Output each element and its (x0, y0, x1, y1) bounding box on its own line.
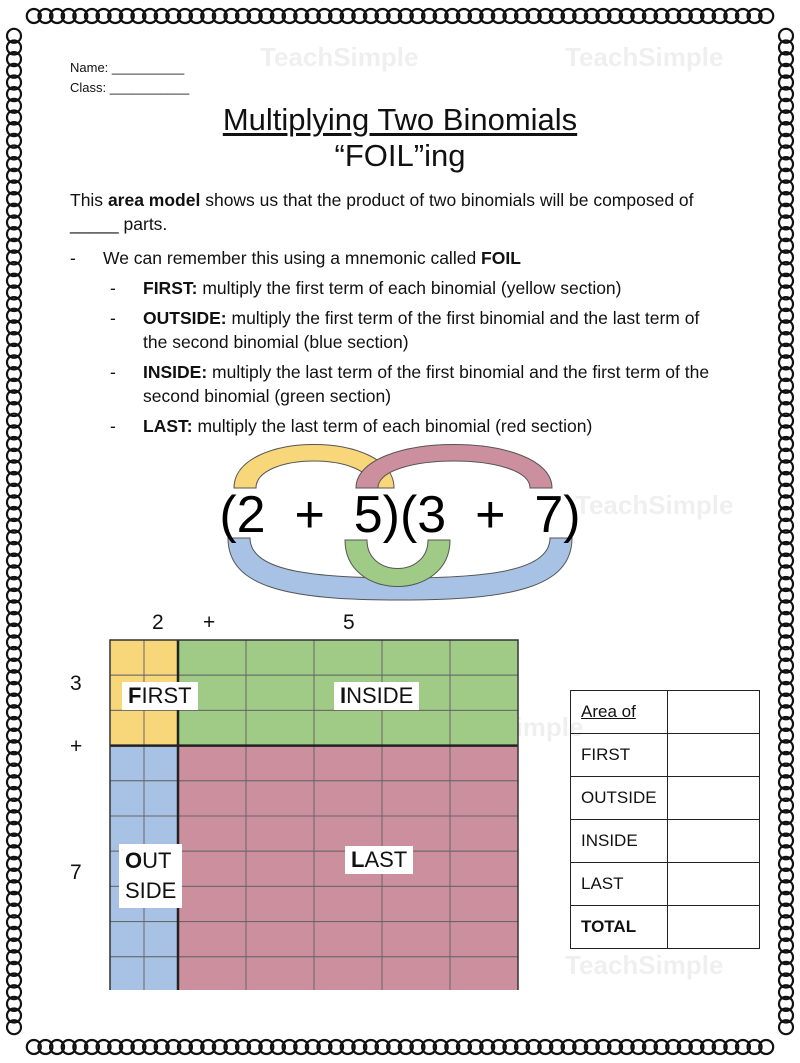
outside-label: OUT SIDE (119, 844, 182, 908)
last-cell (382, 957, 450, 990)
watermark: TeachSimple (260, 42, 419, 72)
row-label-first: FIRST (571, 734, 668, 777)
last-cell (178, 746, 246, 781)
last-cell (246, 746, 314, 781)
last-cell (314, 922, 382, 957)
row-label-last: LAST (571, 863, 668, 906)
outside-cell (144, 957, 178, 990)
last-cell (246, 781, 314, 816)
outside-cell (144, 781, 178, 816)
inside-cell (246, 710, 314, 745)
outside-cell (110, 922, 144, 957)
foil-diagram (200, 430, 600, 620)
list-item-main (70, 246, 710, 270)
table-row (571, 734, 760, 777)
intro-paragraph (70, 188, 710, 236)
last-cell (178, 816, 246, 851)
inside-cell (178, 640, 246, 675)
list-dash: - (110, 416, 116, 436)
page-title (0, 102, 800, 174)
class-field: Class: ___________ (70, 80, 190, 95)
last-cell (382, 886, 450, 921)
last-cell (382, 746, 450, 781)
first-cell (110, 710, 144, 745)
outside-cell (110, 781, 144, 816)
binomial-expression: (2 + 5)(3 + 7) (219, 486, 581, 544)
row-label-total: TOTAL (571, 906, 668, 949)
outside-cell (144, 746, 178, 781)
watermark: TeachSimple (575, 490, 734, 520)
side-label-7: 7 (70, 861, 82, 884)
list-term: INSIDE: (143, 362, 208, 382)
list-term: FIRST: (143, 278, 198, 298)
side-label-3: 3 (70, 672, 82, 695)
answer-cell[interactable] (667, 863, 759, 906)
first-label: FIRST (122, 682, 198, 710)
table-row (571, 691, 760, 734)
last-cell (314, 781, 382, 816)
inside-cell (178, 710, 246, 745)
list-text: multiply the first term of each binomial (yellow section) (197, 278, 622, 298)
last-cell (246, 816, 314, 851)
answer-cell[interactable] (667, 906, 759, 949)
list-item-inside (70, 360, 710, 408)
list-main-text: We can remember this using a mnemonic called (103, 248, 482, 268)
last-cell (450, 922, 518, 957)
name-field: Name: __________ (70, 60, 185, 75)
first-cell (110, 640, 144, 675)
inside-cell (246, 640, 314, 675)
list-dash: - (110, 278, 116, 298)
answer-cell[interactable] (667, 820, 759, 863)
inside-cell (450, 675, 518, 710)
answer-cell[interactable] (667, 734, 759, 777)
intro-text-2: shows us that the product of two binomials will be composed of _____ parts. (70, 190, 694, 234)
last-cell (314, 957, 382, 990)
table-row (571, 777, 760, 820)
list-item-outside (70, 306, 710, 354)
list-main-bold: FOIL (481, 248, 521, 268)
inside-label: INSIDE (334, 682, 419, 710)
title-line-1: Multiplying Two Binomials (222, 102, 578, 137)
list-dash: - (110, 308, 116, 328)
last-cell (450, 746, 518, 781)
last-cell (178, 957, 246, 990)
area-table (570, 690, 760, 949)
last-cell (450, 957, 518, 990)
inside-cell (382, 640, 450, 675)
inside-cell (450, 710, 518, 745)
inside-cell (382, 710, 450, 745)
title-line-2: “FOIL”ing (334, 138, 466, 173)
last-cell (178, 886, 246, 921)
last-cell (382, 922, 450, 957)
list-term: OUTSIDE: (143, 308, 227, 328)
table-row (571, 820, 760, 863)
last-cell (178, 781, 246, 816)
list-text: multiply the last term of each binomial (red section) (192, 416, 593, 436)
list-term: LAST: (143, 416, 193, 436)
last-cell (178, 851, 246, 886)
inside-cell (450, 640, 518, 675)
intro-text-1: This (70, 190, 108, 210)
outside-cell (110, 957, 144, 990)
top-label-2: 2 (152, 611, 164, 634)
list-item-first (70, 276, 710, 300)
last-cell (178, 922, 246, 957)
first-cell (144, 640, 178, 675)
last-cell (314, 746, 382, 781)
watermark: TeachSimple (565, 950, 724, 980)
top-label-plus: + (203, 611, 216, 634)
answer-cell[interactable] (667, 691, 759, 734)
inside-cell (314, 710, 382, 745)
side-label-plus: + (70, 735, 83, 758)
intro-bold: area model (107, 190, 201, 210)
last-cell (246, 851, 314, 886)
last-cell (314, 886, 382, 921)
foil-list (70, 246, 710, 438)
last-cell (450, 816, 518, 851)
last-cell (246, 886, 314, 921)
last-cell (450, 886, 518, 921)
last-label: LAST (345, 846, 413, 874)
area-of-header: Area of (571, 691, 668, 734)
row-label-outside: OUTSIDE (571, 777, 668, 820)
list-text: multiply the last term of the first binomial and the first term of the second binomial (green section) (143, 362, 710, 406)
inside-cell (314, 640, 382, 675)
inside-cell (246, 675, 314, 710)
list-text: multiply the first term of the first binomial and the last term of the second binomial (blue section) (143, 308, 700, 352)
last-cell (450, 781, 518, 816)
last-cell (246, 957, 314, 990)
table-row (571, 906, 760, 949)
table-row (571, 863, 760, 906)
answer-cell[interactable] (667, 777, 759, 820)
list-dash: - (110, 362, 116, 382)
watermark: TeachSimple (565, 42, 724, 72)
row-label-inside: INSIDE (571, 820, 668, 863)
list-dash: - (70, 248, 76, 268)
top-label-5: 5 (343, 611, 355, 634)
last-cell (382, 781, 450, 816)
outside-cell (110, 746, 144, 781)
first-cell (144, 710, 178, 745)
last-cell (450, 851, 518, 886)
last-cell (246, 922, 314, 957)
outside-cell (144, 922, 178, 957)
